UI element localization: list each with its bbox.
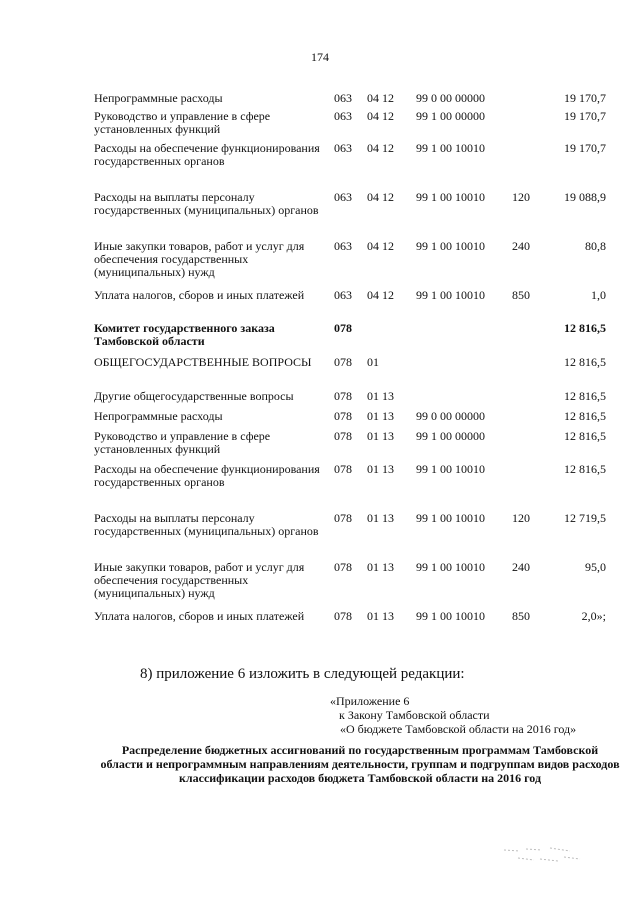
document-title: Распределение бюджетных ассигнований по государственным программам Тамбовской области и непрограммным направлениям деятельности, группам и подгруппам видов расходов классификации расходов бюджета Тамбовской области на 2016 год (100, 743, 620, 785)
faint-stamp-mark (500, 842, 590, 868)
table-row (94, 610, 614, 636)
target-article-code: 99 1 00 10010 (416, 511, 485, 525)
page-number: 174 (311, 50, 329, 64)
section-code: 04 12 (367, 190, 394, 204)
ministry-code: 078 (334, 429, 352, 443)
row-name: Другие общегосударственные вопросы (94, 389, 294, 403)
amount: 95,0 (585, 560, 606, 574)
appendix-header-line: «Приложение 6 (330, 694, 410, 708)
appendix-header-line: «О бюджете Тамбовской области на 2016 год» (340, 722, 577, 736)
amount: 19 170,7 (564, 141, 606, 155)
target-article-code: 99 0 00 00000 (416, 409, 485, 423)
table-row (94, 142, 614, 181)
ministry-code: 078 (334, 560, 352, 574)
table-row (94, 512, 614, 551)
target-article-code: 99 1 00 10010 (416, 609, 485, 623)
appendix-header-line: к Закону Тамбовской области (339, 708, 490, 722)
table-row (94, 390, 614, 403)
target-article-code: 99 1 00 10010 (416, 462, 485, 476)
target-article-code: 99 1 00 00000 (416, 429, 485, 443)
section-code: 01 13 (367, 560, 394, 574)
row-name: Расходы на выплаты персоналу государственных (муниципальных) органов (94, 511, 319, 538)
table-row (94, 92, 614, 105)
table-row (94, 110, 614, 136)
row-name: Руководство и управление в сфере установленных функций (94, 109, 271, 136)
table-row (94, 289, 614, 315)
section-code: 04 12 (367, 288, 394, 302)
row-name: Расходы на обеспечение функционирования государственных органов (94, 141, 320, 168)
table-row (94, 240, 614, 279)
row-name: Иные закупки товаров, работ и услуг для обеспечения государственных (муниципальных) нужд (94, 560, 305, 600)
ministry-code: 063 (334, 190, 352, 204)
section-code: 01 13 (367, 609, 394, 623)
amount: 12 816,5 (564, 462, 606, 476)
amount: 19 170,7 (564, 109, 606, 123)
row-name: Расходы на выплаты персоналу государственных (муниципальных) органов (94, 190, 319, 217)
row-name: Расходы на обеспечение функционирования государственных органов (94, 462, 320, 489)
expense-type-code: 850 (512, 609, 530, 623)
table-row (94, 561, 614, 600)
ministry-code: 078 (334, 355, 352, 369)
ministry-code: 063 (334, 91, 352, 105)
amount: 2,0»; (581, 609, 606, 623)
expense-type-code: 120 (512, 511, 530, 525)
row-name: Уплата налогов, сборов и иных платежей (94, 609, 305, 623)
row-name: Руководство и управление в сфере установленных функций (94, 429, 271, 456)
section-code: 04 12 (367, 91, 394, 105)
section-code: 01 13 (367, 389, 394, 403)
section-code: 01 13 (367, 511, 394, 525)
row-name: ОБЩЕГОСУДАРСТВЕННЫЕ ВОПРОСЫ (94, 355, 312, 369)
target-article-code: 99 1 00 10010 (416, 141, 485, 155)
amount: 80,8 (585, 239, 606, 253)
appendix-header (330, 694, 576, 736)
ministry-code: 063 (334, 109, 352, 123)
table-row (94, 322, 614, 348)
appendix-instruction: 8) приложение 6 изложить в следующей редакции: (140, 666, 465, 682)
table-row (94, 356, 614, 382)
ministry-code: 078 (334, 511, 352, 525)
ministry-code: 078 (334, 609, 352, 623)
expense-type-code: 850 (512, 288, 530, 302)
amount: 12 719,5 (564, 511, 606, 525)
ministry-code: 078 (334, 409, 352, 423)
section-code: 01 13 (367, 409, 394, 423)
section-code: 04 12 (367, 141, 394, 155)
row-name: Комитет государственного заказа Тамбовской области (94, 321, 275, 348)
table-row (94, 463, 614, 502)
section-code: 01 13 (367, 429, 394, 443)
table-row (94, 191, 614, 230)
amount: 12 816,5 (564, 389, 606, 403)
amount: 1,0 (591, 288, 606, 302)
section-code: 01 (367, 355, 379, 369)
row-name: Уплата налогов, сборов и иных платежей (94, 288, 305, 302)
table-row (94, 410, 614, 423)
expense-type-code: 240 (512, 560, 530, 574)
target-article-code: 99 0 00 00000 (416, 91, 485, 105)
target-article-code: 99 1 00 10010 (416, 560, 485, 574)
ministry-code: 078 (334, 462, 352, 476)
amount: 12 816,5 (564, 355, 606, 369)
amount: 19 170,7 (564, 91, 606, 105)
amount: 12 816,5 (564, 409, 606, 423)
amount: 12 816,5 (564, 429, 606, 443)
row-name: Непрограммные расходы (94, 91, 223, 105)
section-code: 04 12 (367, 109, 394, 123)
target-article-code: 99 1 00 00000 (416, 109, 485, 123)
ministry-code: 063 (334, 288, 352, 302)
section-code: 04 12 (367, 239, 394, 253)
table-row (94, 430, 614, 456)
expense-type-code: 120 (512, 190, 530, 204)
target-article-code: 99 1 00 10010 (416, 190, 485, 204)
section-code: 01 13 (367, 462, 394, 476)
amount: 19 088,9 (564, 190, 606, 204)
expense-type-code: 240 (512, 239, 530, 253)
ministry-code: 078 (334, 321, 352, 335)
amount: 12 816,5 (564, 321, 606, 335)
row-name: Иные закупки товаров, работ и услуг для обеспечения государственных (муниципальных) нужд (94, 239, 305, 279)
target-article-code: 99 1 00 10010 (416, 239, 485, 253)
ministry-code: 078 (334, 389, 352, 403)
ministry-code: 063 (334, 239, 352, 253)
row-name: Непрограммные расходы (94, 409, 223, 423)
ministry-code: 063 (334, 141, 352, 155)
target-article-code: 99 1 00 10010 (416, 288, 485, 302)
